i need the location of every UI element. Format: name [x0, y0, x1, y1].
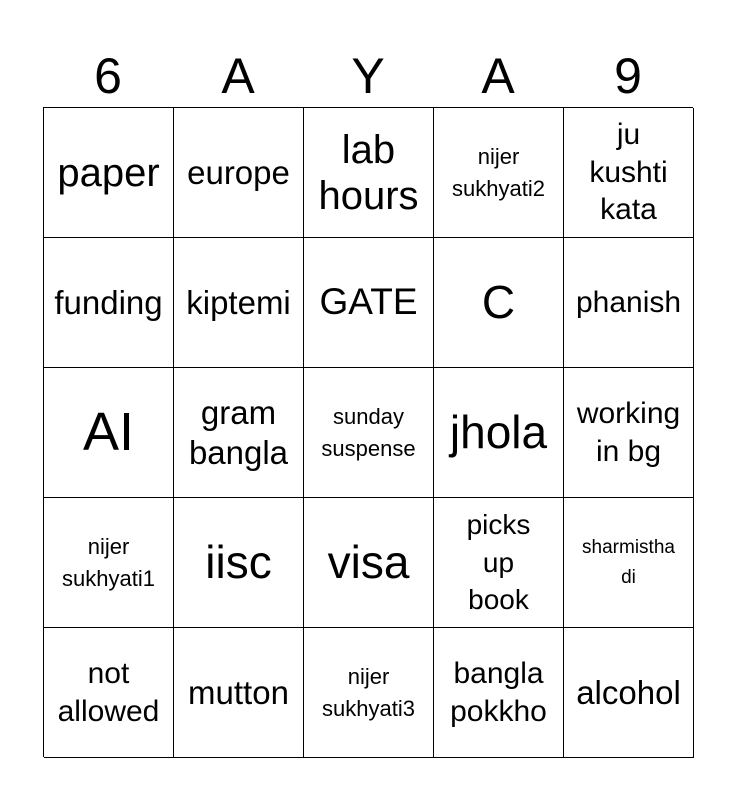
bingo-cell[interactable]	[564, 108, 694, 238]
cell-label: C	[481, 276, 516, 329]
bingo-cell[interactable]	[44, 368, 174, 498]
bingo-cell[interactable]	[304, 368, 434, 498]
bingo-cell[interactable]	[564, 498, 694, 628]
cell-label: mutton	[188, 673, 289, 711]
header-letter: Y	[351, 48, 385, 104]
bingo-header	[43, 45, 693, 107]
header-letter: 9	[614, 48, 642, 104]
bingo-cell[interactable]	[564, 368, 694, 498]
bingo-cell[interactable]	[174, 368, 304, 498]
cell-label: not allowed	[57, 657, 160, 728]
bingo-cell[interactable]	[434, 368, 564, 498]
bingo-cell[interactable]	[434, 108, 564, 238]
cell-label: sharmistha di	[582, 537, 675, 588]
cell-label: GATE	[319, 281, 418, 323]
cell-label: funding	[54, 283, 163, 321]
bingo-cell[interactable]	[434, 238, 564, 368]
header-letter: A	[221, 48, 255, 104]
cell-label: bangla pokkho	[450, 657, 547, 728]
cell-label: lab hours	[318, 127, 419, 218]
cell-label: europe	[187, 153, 290, 191]
cell-label: nijer sukhyati2	[452, 143, 545, 201]
cell-label: ju kushti kata	[589, 118, 668, 227]
cell-label: gram bangla	[188, 393, 289, 471]
cell-label: phanish	[575, 285, 682, 319]
bingo-cell[interactable]	[304, 238, 434, 368]
cell-label: jhola	[449, 406, 548, 459]
bingo-cell[interactable]	[174, 108, 304, 238]
cell-label: picks up book	[466, 508, 531, 616]
cell-label: visa	[327, 536, 410, 589]
bingo-cell[interactable]	[44, 108, 174, 238]
bingo-cell[interactable]	[44, 628, 174, 758]
cell-label: paper	[57, 150, 160, 195]
bingo-cell[interactable]	[434, 628, 564, 758]
bingo-cell[interactable]	[174, 498, 304, 628]
bingo-cell[interactable]	[304, 628, 434, 758]
bingo-cell[interactable]	[174, 238, 304, 368]
bingo-cell[interactable]	[44, 498, 174, 628]
cell-label: alcohol	[576, 673, 681, 711]
cell-label: nijer sukhyati1	[62, 533, 155, 591]
bingo-cell[interactable]	[304, 108, 434, 238]
bingo-cell[interactable]	[564, 238, 694, 368]
bingo-cell[interactable]	[304, 498, 434, 628]
cell-label: AI	[82, 402, 135, 463]
header-letter: A	[481, 48, 515, 104]
bingo-cell[interactable]	[564, 628, 694, 758]
cell-label: sunday suspense	[321, 403, 416, 461]
cell-label: working in bg	[576, 397, 681, 468]
bingo-cell[interactable]	[174, 628, 304, 758]
header-letter: 6	[94, 48, 122, 104]
bingo-cell[interactable]	[44, 238, 174, 368]
bingo-cell[interactable]	[434, 498, 564, 628]
cell-label: kiptemi	[186, 283, 291, 321]
cell-label: iisc	[205, 536, 272, 589]
cell-label: nijer sukhyati3	[322, 663, 415, 721]
bingo-board	[43, 107, 693, 757]
